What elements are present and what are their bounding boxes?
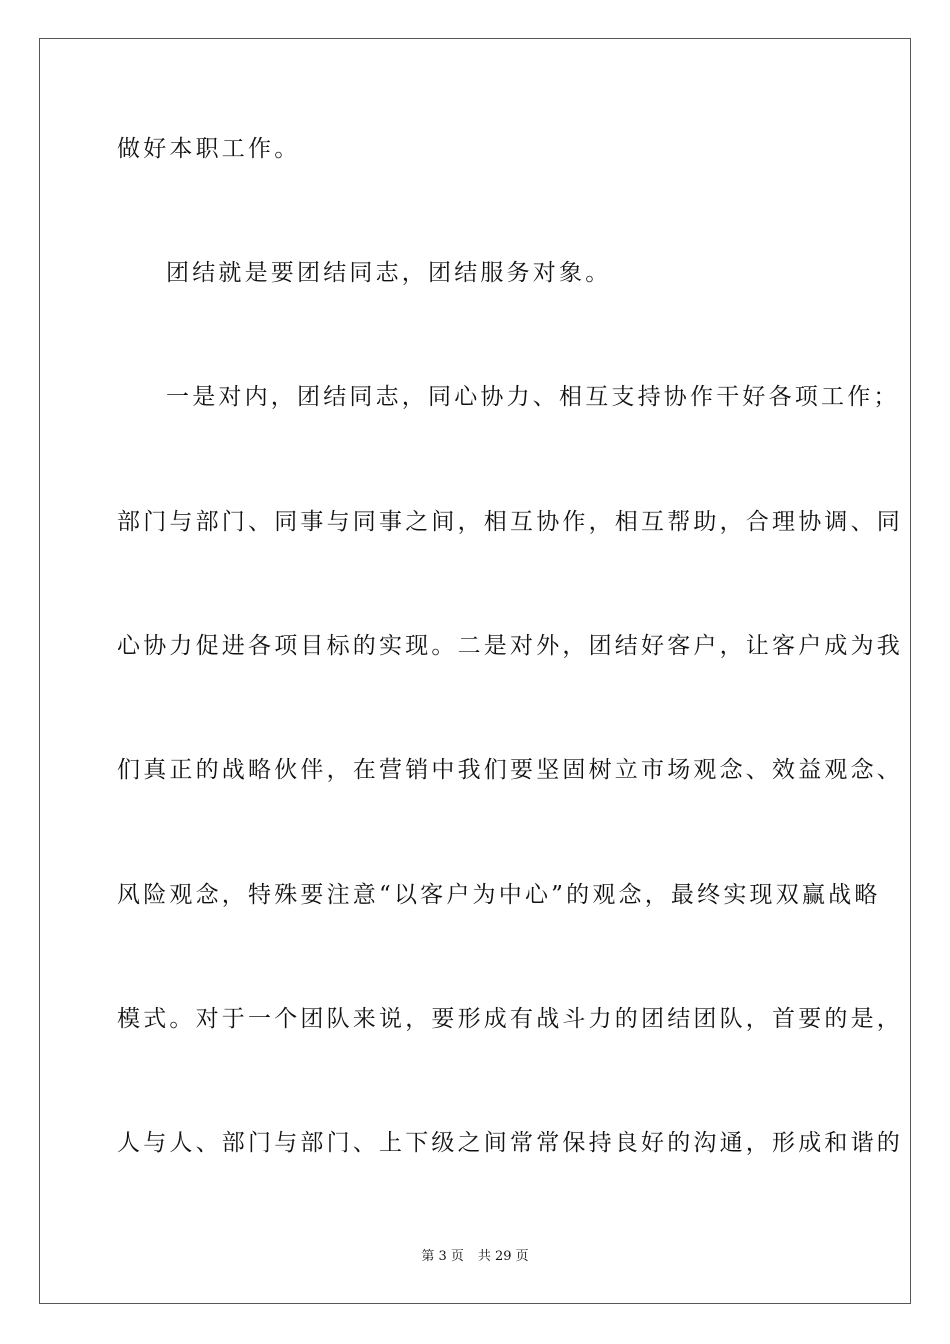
text-line: 人与人、部门与部门、上下级之间常常保持良好的沟通，形成和谐的 (117, 1130, 903, 1156)
text-line: 模式。对于一个团队来说，要形成有战斗力的团结团队，首要的是， (117, 1006, 903, 1032)
text-line: 心协力促进各项目标的实现。二是对外，团结好客户，让客户成为我 (117, 633, 903, 659)
text-line: 部门与部门、同事与同事之间，相互协作，相互帮助，合理协调、同 (117, 509, 903, 535)
page-border (39, 38, 911, 1304)
text-line: 做好本职工作。 (117, 136, 301, 162)
text-line: 风险观念，特殊要注意“以客户为中心”的观念，最终实现双赢战略 (117, 882, 881, 908)
page-number: 第 3 页 (421, 1249, 464, 1264)
page-footer (0, 1248, 950, 1266)
page-total: 共 29 页 (477, 1249, 529, 1264)
text-line: 一是对内，团结同志，同心协力、相互支持协作干好各项工作； (166, 384, 900, 410)
text-line: 团结就是要团结同志，团结服务对象。 (166, 260, 612, 286)
text-line: 们真正的战略伙伴，在营销中我们要坚固树立市场观念、效益观念、 (117, 757, 903, 783)
